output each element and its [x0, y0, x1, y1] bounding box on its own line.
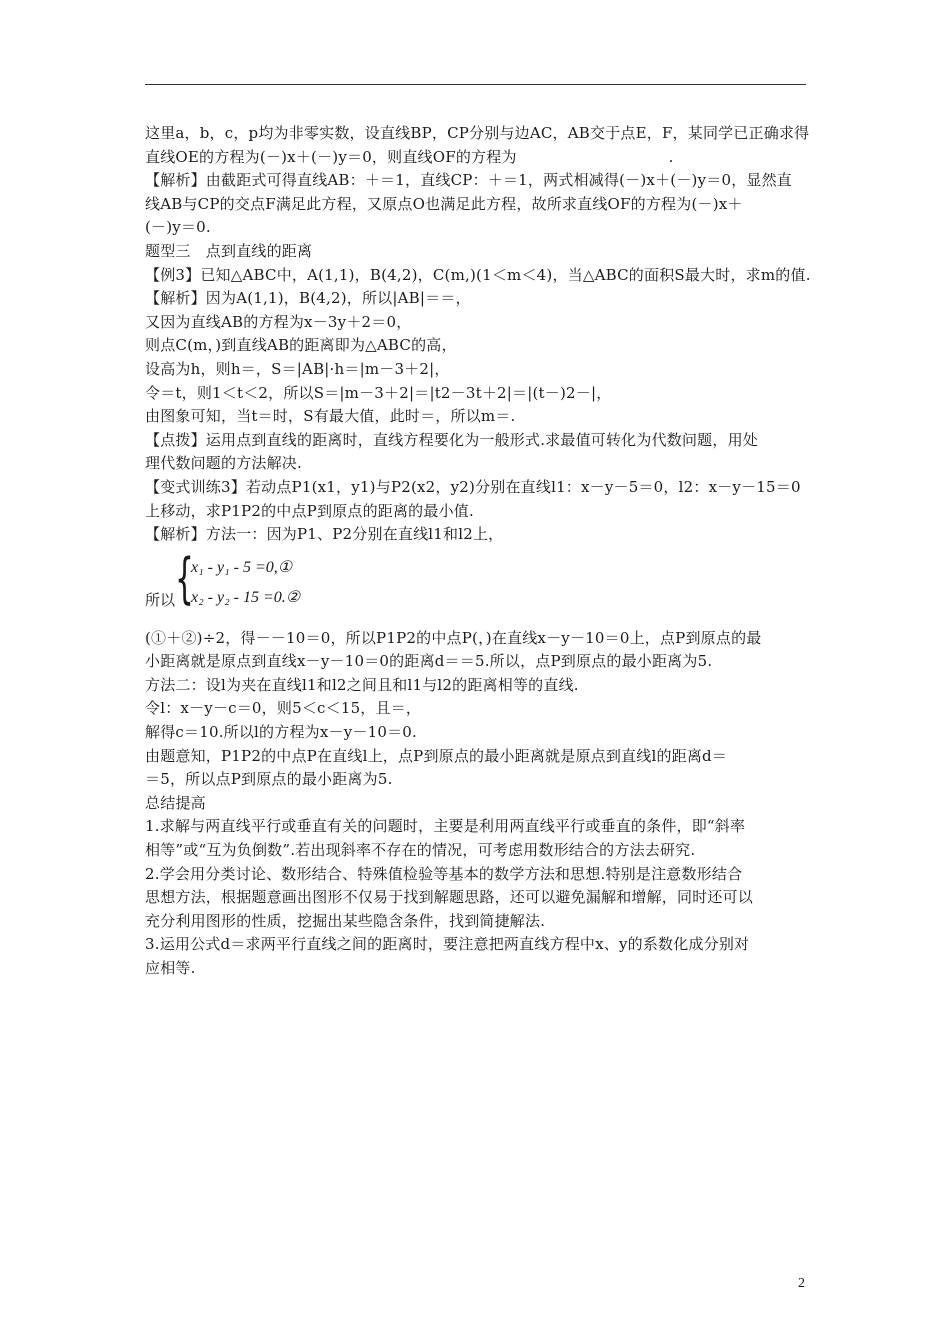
text-line: 充分利用图形的性质，挖掘出某些隐含条件，找到简捷解法. [145, 911, 546, 930]
system-label: 所以 [145, 590, 176, 609]
text-line: 思想方法，根据题意画出图形不仅易于找到解题思路，还可以避免漏解和增解，同时还可以 [145, 888, 754, 907]
equation-1: x₁ - y₁ - 5 =0,① [191, 558, 293, 576]
text-line: 小距离就是原点到直线x－y－10＝0的距离d＝＝5.所以，点P到原点的最小距离为5. [145, 652, 713, 671]
text-line: 【解析】由截距式可得直线AB：＋＝1，直线CP：＋＝1，两式相减得(－)x＋(－)y＝0，显然直 [145, 171, 793, 190]
text-line: 相等”或“互为负倒数”.若出现斜率不存在的情况，可考虑用数形结合的方法去研究. [145, 841, 696, 860]
text-line: (①＋②)÷2，得－－10＝0，所以P1P2的中点P(，)在直线x－y－10＝0上，点P到原点的最 [145, 628, 762, 647]
text-line: 设高为h，则h＝，S＝|AB|·h＝|m－3＋2|， [145, 359, 450, 378]
text-line: 3.运用公式d＝求两平行直线之间的距离时，要注意把两直线方程中x、y的系数化成分别对 [145, 935, 750, 954]
text-line: (－)y＝0. [145, 218, 211, 237]
text-line: 令＝t，则1＜t＜2，所以S＝|m－3＋2|＝|t2－3t＋2|＝|(t－)2－|， [145, 383, 612, 402]
text-line: 【点拨】运用点到直线的距离时，直线方程要化为一般形式.求最值可转化为代数问题，用处 [145, 430, 758, 449]
page-body [145, 122, 817, 981]
text-line: 【变式训练3】若动点P1(x1，y1)与P2(x2，y2)分别在直线l1：x－y－5＝0，l2：x－y－15＝0 [145, 477, 801, 496]
text-line: 2.学会用分类讨论、数形结合、特殊值检验等基本的数学方法和思想.特别是注意数形结合 [145, 864, 743, 883]
equation-2: x₂ - y₂ - 15 =0.② [191, 588, 301, 606]
text-line: 由题意知，P1P2的中点P在直线l上，点P到原点的最小距离就是原点到直线l的距离d＝ [145, 746, 728, 765]
text-line: ＝5，所以点P到原点的最小距离为5. [145, 770, 393, 789]
text-line: 又因为直线AB的方程为x－3y＋2＝0， [145, 312, 412, 331]
text-line: 应相等. [145, 959, 196, 977]
text-line: 理代数问题的方法解决. [145, 454, 302, 473]
left-brace-icon: { [175, 546, 194, 610]
text-line: 【例3】已知△ABC中，A(1,1)，B(4,2)，C(m,)(1＜m＜4)，当△ABC的面积S最大时，求m的值. [145, 265, 811, 284]
header-rule [145, 84, 806, 85]
text-line: 令l：x－y－c＝0，则5＜c＜15，且＝， [145, 699, 422, 718]
equation-system [145, 546, 817, 619]
text-line: 上移动，求P1P2的中点P到原点的距离的最小值. [145, 501, 474, 520]
text-line: 由图象可知，当t＝时，S有最大值，此时＝，所以m＝. [145, 407, 516, 426]
text-line: 解得c＝10.所以l的方程为x－y－10＝0. [145, 723, 417, 742]
text-line: 【解析】因为A(1,1)，B(4,2)，所以|AB|＝＝， [145, 289, 471, 308]
text-line: 则点C(m，)到直线AB的距离即为△ABC的高， [145, 336, 457, 355]
section-heading: 题型三 点到直线的距离 [145, 241, 313, 260]
text-line: 方法二：设l为夹在直线l1和l2之间且和l1与l2的距离相等的直线. [145, 675, 579, 694]
text-line: 【解析】方法一：因为P1、P2分别在直线l1和l2上， [145, 525, 504, 544]
page-number: 2 [798, 1276, 805, 1291]
text-line: 直线OE的方程为(－)x＋(－)y＝0，则直线OF的方程为 . [145, 147, 674, 166]
text-line: 1.求解与两直线平行或垂直有关的问题时，主要是利用两直线平行或垂直的条件，即“斜率 [145, 817, 746, 836]
section-heading: 总结提高 [145, 793, 206, 812]
text-line: 线AB与CP的交点F满足此方程，又原点O也满足此方程，故所求直线OF的方程为(－)x＋ [145, 194, 743, 213]
text-line: 这里a，b，c，p均为非零实数，设直线BP，CP分别与边AC，AB交于点E，F，某同学已正确求得 [145, 124, 810, 142]
